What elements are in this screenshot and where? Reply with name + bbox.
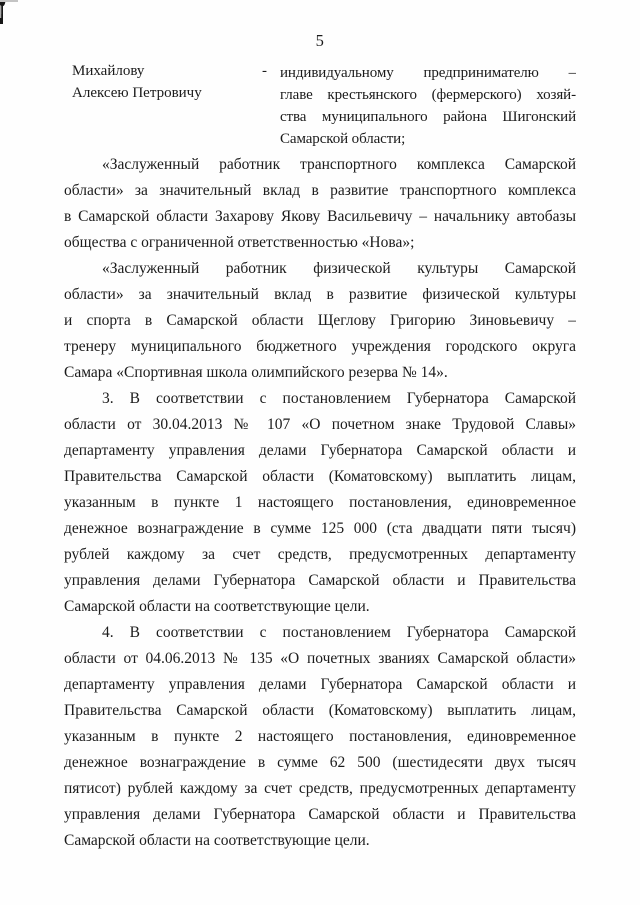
- paragraph-line: 4. В соответствии с постановлением Губернатора Самарской: [102, 624, 576, 641]
- paragraph-item-3-payment: [64, 386, 576, 620]
- paragraph-line: в Самарской области Захарову Якову Васильевичу – начальнику автобазы: [64, 208, 576, 225]
- recipient-description: [280, 60, 576, 148]
- recipient-description-line: главе крестьянского (фермерского) хозяй-: [280, 87, 576, 103]
- recipient-description-line: ства муниципального района Шигонский: [280, 109, 576, 125]
- paragraph-line: общества с ограниченной ответственностью «Нова»;: [64, 234, 415, 251]
- paragraph-line: «Заслуженный работник физической культуры Самарской: [102, 260, 576, 277]
- page-number: 5: [315, 31, 325, 50]
- recipient-name: [64, 60, 262, 148]
- recipient-entry: [64, 60, 576, 148]
- paragraph-award-sport: [64, 256, 576, 386]
- paragraph-line: указанным в пункте 1 настоящего постановления, единовременное: [64, 494, 576, 511]
- paragraph-item-4-payment: [64, 620, 576, 854]
- paragraph-line: пятисот) рублей каждому за счет средств, предусмотренных департаменту: [64, 780, 576, 797]
- scan-speck-artifact: [0, 0, 18, 2]
- recipient-name-line: Михайлову: [72, 63, 145, 79]
- paragraph-line: департаменту управления делами Губернатора Самарской области и: [64, 676, 576, 693]
- page-content: [64, 0, 576, 854]
- recipient-name-line: Алексею Петровичу: [72, 85, 202, 101]
- entry-separator-dash: -: [262, 63, 267, 79]
- recipient-description-line: Самарской области;: [280, 131, 406, 147]
- paragraph-line: управления делами Губернатора Самарской области и Правительства: [64, 806, 576, 823]
- paragraph-line: департаменту управления делами Губернатора Самарской области и: [64, 442, 576, 459]
- paragraph-line: Правительства Самарской области (Коматовскому) выплатить лицам,: [64, 702, 576, 719]
- paragraph-line: тренеру муниципального бюджетного учреждения городского округа: [64, 338, 576, 355]
- paragraph-line: области от 30.04.2013 № 107 «О почетном знаке Трудовой Славы»: [64, 416, 576, 433]
- paragraph-award-transport: [64, 152, 576, 256]
- recipient-description-line: индивидуальному предпринимателю –: [280, 65, 576, 81]
- paragraph-line: управления делами Губернатора Самарской области и Правительства: [64, 572, 576, 589]
- paragraph-line: области» за значительный вклад в развитие транспортного комплекса: [64, 182, 576, 199]
- paragraph-line: денежное вознаграждение в сумме 125 000 (ста двадцати пяти тысяч): [64, 520, 576, 537]
- paragraph-line: Самарской области на соответствующие цели.: [64, 832, 370, 849]
- paragraph-line: области от 04.06.2013 № 135 «О почетных званиях Самарской области»: [64, 650, 576, 667]
- paragraph-line: «Заслуженный работник транспортного комплекса Самарской: [102, 156, 576, 173]
- paragraph-line: Правительства Самарской области (Коматовскому) выплатить лицам,: [64, 468, 576, 485]
- paragraph-line: 3. В соответствии с постановлением Губернатора Самарской: [102, 390, 576, 407]
- paragraph-line: Самарской области на соответствующие цели.: [64, 598, 370, 615]
- paragraph-line: Самара «Спортивная школа олимпийского резерва № 14».: [64, 364, 448, 381]
- paragraph-line: денежное вознаграждение в сумме 62 500 (шестидесяти двух тысяч: [64, 754, 576, 771]
- paragraph-line: указанным в пункте 2 настоящего постановления, единовременное: [64, 728, 576, 745]
- paragraph-line: и спорта в Самарской области Щеглову Григорию Зиновьевичу –: [64, 312, 576, 329]
- paragraph-line: области» за значительный вклад в развитие физической культуры: [64, 286, 576, 303]
- body-paragraphs: [64, 152, 576, 854]
- paragraph-line: рублей каждому за счет средств, предусмотренных департаменту: [64, 546, 576, 563]
